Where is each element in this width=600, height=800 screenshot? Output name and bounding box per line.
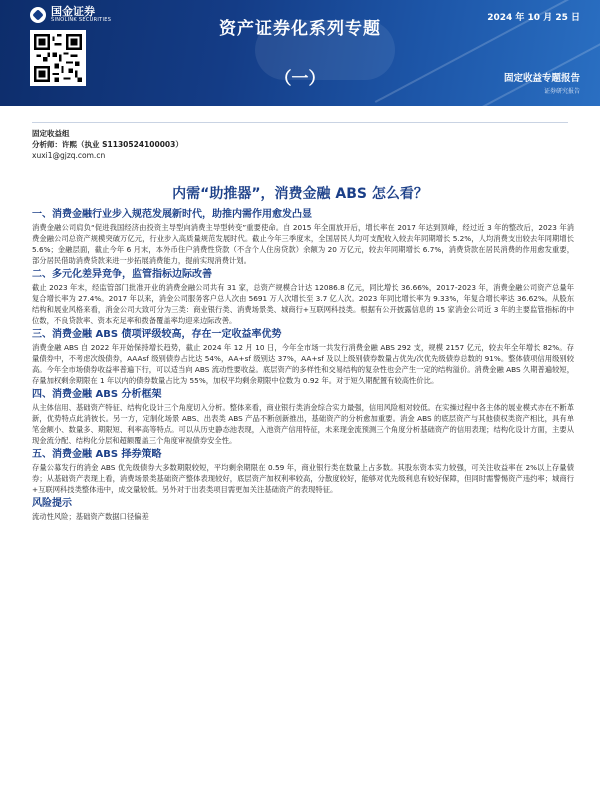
section-heading: 五、消费金融 ABS 择券策略	[32, 449, 162, 460]
section	[32, 328, 574, 386]
section-heading: 二、多元化差异竞争，监管指标边际改善	[32, 269, 212, 280]
report-subtype: 证券研究报告	[543, 88, 580, 95]
section-body: 存量公募发行的消金 ABS 优先级债券大多数期限较短，平均剩余期限在 0.59 年，商业银行类在数量上占多数。其股东资本实力较强，可关注收益率在 2%以上存量债券；从基础资产表现上看，消费场景类基础资产整体表现较好，底层资产加权利率较高，分散度较好，能够对优先级利息有较好保障，但同时需警惕资产违约率；城商行+互联网科技类整体违中，成交量较低。另外对于出表类项目需更加关注基础资产的表现特征。	[32, 463, 574, 494]
report-date: 2024 年 10 月 25 日	[487, 13, 580, 23]
series-number: （一）	[274, 69, 326, 89]
analyst-name: 分析师：许熙（执业 S1130524100003）	[32, 140, 183, 149]
risk-heading: 风险提示	[32, 498, 72, 509]
section-body: 截止 2023 年末，经监管部门批准开业的消费金融公司共有 31 家，总资产规模合计达 12086.8 亿元，同比增长 36.66%，2017-2023 年，消费金融公司资产总量年复合增长率为 27.4%。2017 年以来，消金公司服务客户总人次由 5691 万人次增长至 3.7 亿人次。2023 年同比增长率为 9.33%，年复合增长率达 36.62%。从股东结构和展业风格来看，消金公司大致可分为三类：商业银行类、消费场景类、城商行+互联网科技类。根据有公开披露信息的 15 家消金公司近 3 年的主要监管指标的中位数，不良贷款率、资本充足率和拨备覆盖率均迎来边际改善。	[32, 283, 574, 325]
report-type: 固定收益专题报告	[503, 73, 580, 84]
section-body: 从主体信用、基础资产特征、结构化设计三个角度切入分析。整体来看，商业银行类消金综合实力最强，信用风险相对较低。在实操过程中各主体的展业模式亦在不断革新，优势特点此消彼长。另一方，定制化场景 ABS、出表类 ABS 产品不断创新推出，基础资产的分析愈加重要。消金 ABS 的底层资产与其他债权类资产相比，具有单笔金额小、数量多、期限短、利率高等特点。可以从历史静态池表现，入池资产信用特征，未来现金流预测三个角度分析基础资产的信用表现；结构化设计方面，主要从现金流分配、结构化分层和超额覆盖三个角度审视债券安全性。	[32, 403, 574, 445]
analyst-info	[32, 128, 183, 161]
section	[32, 268, 574, 326]
section-heading: 三、消费金融 ABS 债项评级较高，存在一定收益率优势	[32, 329, 282, 340]
header-banner	[0, 0, 600, 106]
section-heading: 一、消费金融行业步入规范发展新时代，助推内需作用愈发凸显	[32, 209, 312, 220]
section	[32, 388, 574, 446]
analyst-email[interactable]: xuxi1@gjzq.com.cn	[32, 151, 106, 160]
series-title: 资产证券化系列专题	[219, 19, 381, 39]
company-logo	[30, 6, 111, 23]
section-body: 消费金融公司肩负“促进我国经济由投资主导型向消费主导型转变”重要使命。自 2015 年全面放开后，增长率在 2017 年达到顶峰，经过近 3 年的整改后，2023 年消费金融公司总资产规模突破万亿元，行业步入高质量规范发展时代。截止今年三季度末，全国居民人均可支配收入较去年同期增长 5.2%，人均消费支出较去年同期增长 5.6%；金融层面，截止今年 6 月末，本外币住户消费性贷款（不含个人住房贷款）余额为 20 万亿元，较去年同期增长 6.7%，消费贷款在居民消费的作用愈发重要，部分居民借助消费贷款来进一步拓展消费能力，提前实现消费计划。	[32, 223, 574, 265]
section-heading: 四、消费金融 ABS 分析框架	[32, 389, 162, 400]
report-body	[32, 208, 574, 524]
analyst-group: 固定收益组	[32, 129, 70, 138]
section	[32, 208, 574, 266]
logo-en: SINOLINK SECURITIES	[51, 17, 112, 23]
risk-body: 流动性风险；基础资产数据口径偏差	[32, 512, 149, 521]
logo-icon	[30, 7, 46, 23]
logo-cn: 国金证券	[51, 5, 95, 18]
section	[32, 448, 574, 495]
section-body: 消费金融 ABS 自 2022 年开始保持增长趋势，截止 2024 年 12 月 10 日，今年全市场一共发行消费金融 ABS 292 支，规模 2157 亿元，较去年全年增长 82%。存量债券中，不考虑次级债券，AAAsf 级别债券占比达 54%，AA+sf 级别达 37%，AA+sf 及以上级别债券数量占优先/次优先级债券总数的 91%。整体债项信用级别较高。今年全市场债券收益率普遍下行，可以适当向 ABS 流动性要收益。底层资产的多样性和交易结构的复杂性也会产生一定的结构溢价。消费金融 ABS 久期普遍较短，存量加权剩余期限在 1 年以内的债券数量占比为 55%，加权平均剩余期限中位数为 0.92 年。对于短久期配置有较高性价比。	[32, 343, 574, 385]
divider	[32, 122, 568, 123]
section	[32, 497, 574, 522]
qr-code-icon	[30, 30, 86, 86]
document-title: 内需“助推器”，消费金融 ABS 怎么看？	[172, 186, 428, 202]
